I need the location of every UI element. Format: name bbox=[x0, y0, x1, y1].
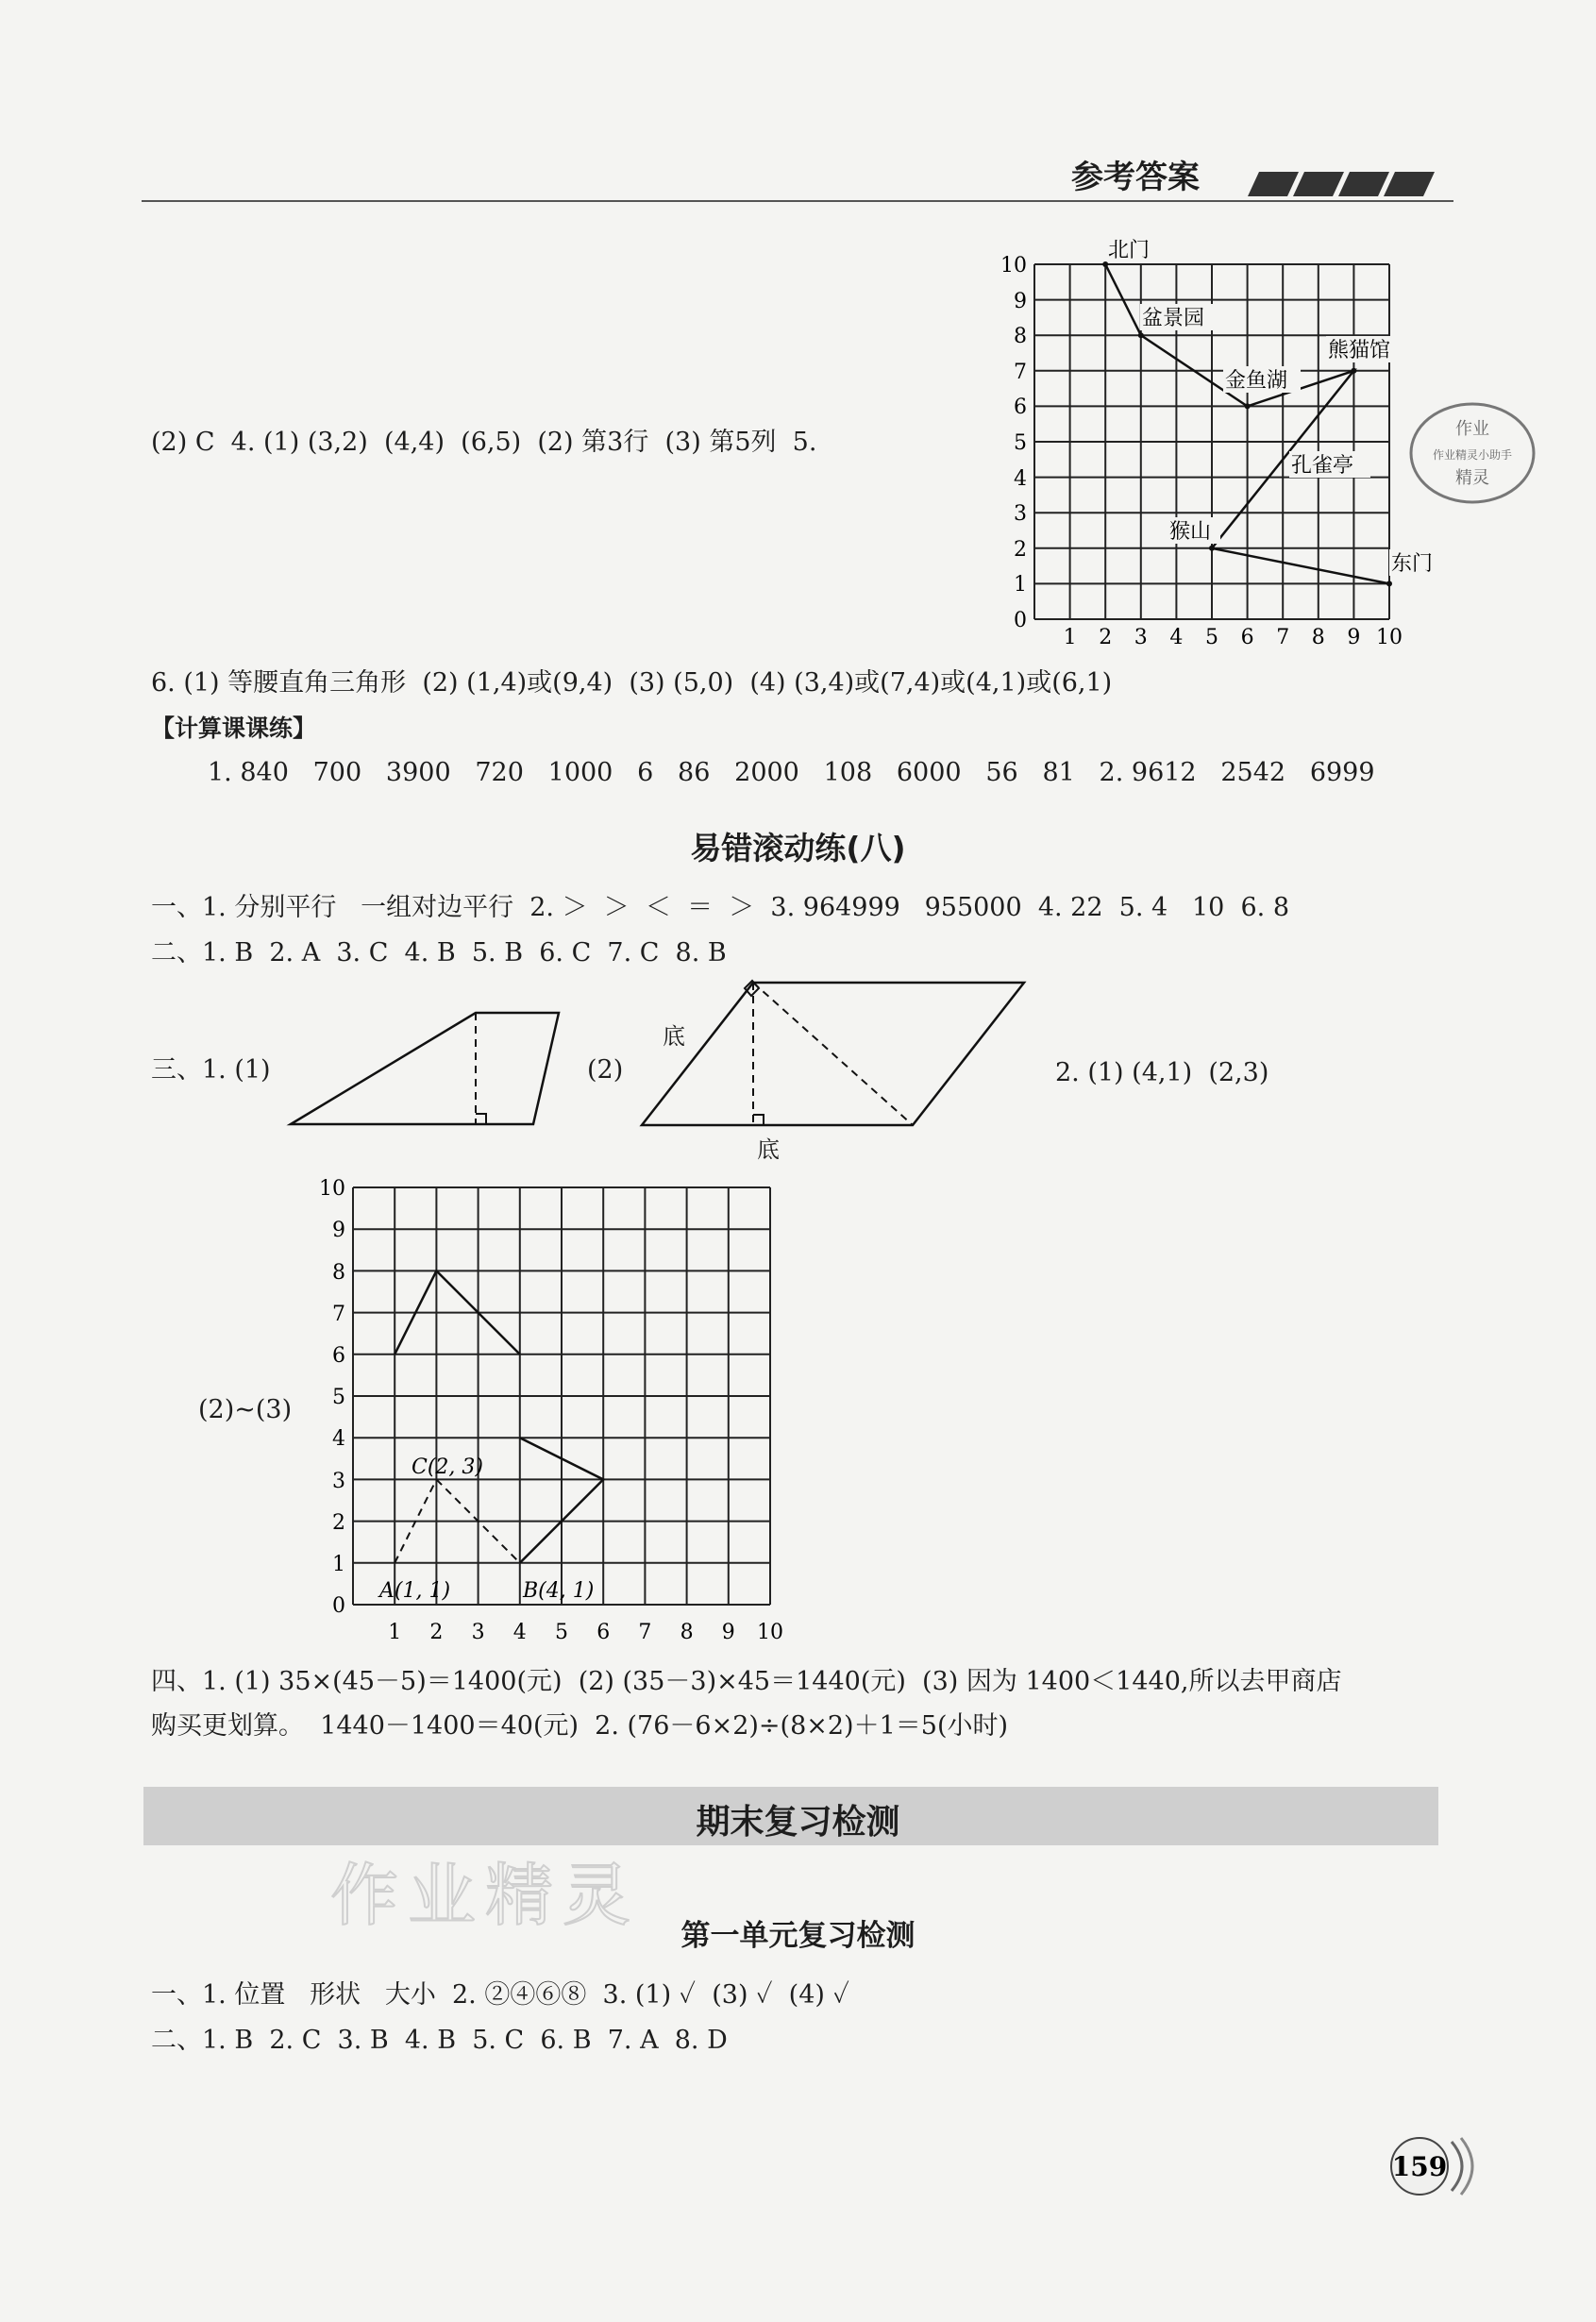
svg-text:10: 10 bbox=[757, 1621, 783, 1644]
stamp-text: 作业 bbox=[1455, 419, 1489, 439]
y-tick: 7 bbox=[1014, 361, 1027, 384]
y-tick: 6 bbox=[1014, 395, 1027, 419]
svg-text:0: 0 bbox=[332, 1594, 345, 1618]
svg-text:2: 2 bbox=[429, 1621, 444, 1644]
place-label: 金鱼湖 bbox=[1225, 369, 1288, 393]
svg-text:9: 9 bbox=[721, 1621, 735, 1644]
header-stripes bbox=[1246, 168, 1444, 200]
place-label: 北门 bbox=[1108, 239, 1151, 262]
header-rule bbox=[142, 200, 1453, 202]
x-tick: 5 bbox=[1205, 626, 1218, 649]
figure-2-label: (2) bbox=[587, 1055, 624, 1085]
y-tick: 10 bbox=[1000, 254, 1027, 278]
svg-text:10: 10 bbox=[319, 1177, 345, 1201]
stamp-text: 作业精灵小助手 bbox=[1432, 448, 1513, 462]
base-label: 底 bbox=[757, 1136, 780, 1163]
y-tick: 3 bbox=[1014, 502, 1027, 526]
svg-text:1: 1 bbox=[388, 1621, 402, 1644]
svg-text:1: 1 bbox=[332, 1553, 345, 1576]
place-label: 熊猫馆 bbox=[1328, 339, 1391, 362]
coordinate-grid bbox=[311, 1175, 802, 1647]
answer-line-4a: 四、1. (1) 35×(45－5)＝1400(元) (2) (35－3)×45＝1440(元) (3) 因为 1400＜1440,所以去甲商店 bbox=[151, 1667, 1342, 1696]
x-tick: 8 bbox=[1311, 626, 1325, 649]
answer-line-1: 一、1. 分别平行 一组对边平行 2. ＞ ＞ ＜ ＝ ＞ 3. 964999 955000 4. 22 5. 4 10 6. 8 bbox=[151, 893, 1289, 922]
answer-line-2: 二、1. B 2. A 3. C 4. B 5. B 6. C 7. C 8. B bbox=[151, 938, 727, 968]
svg-text:9: 9 bbox=[332, 1219, 345, 1242]
point-a-label: A(1, 1) bbox=[379, 1579, 451, 1603]
y-tick: 1 bbox=[1014, 573, 1027, 597]
q2-answer: 2. (1) (4,1) (2,3) bbox=[1055, 1058, 1269, 1087]
y-tick: 5 bbox=[1014, 431, 1027, 455]
y-tick: 4 bbox=[1014, 467, 1027, 491]
answer-line-3-label: 三、1. (1) bbox=[151, 1055, 271, 1085]
unit-subtitle: 第一单元复习检测 bbox=[680, 1919, 916, 1953]
point-c-label: C(2, 3) bbox=[412, 1455, 483, 1479]
page-number-badge bbox=[1386, 2128, 1489, 2204]
svg-text:8: 8 bbox=[332, 1261, 345, 1285]
calc-heading: 【计算课课练】 bbox=[151, 715, 317, 742]
svg-text:3: 3 bbox=[332, 1470, 345, 1493]
x-tick: 2 bbox=[1099, 626, 1113, 649]
svg-text:7: 7 bbox=[332, 1303, 345, 1326]
y-tick: 2 bbox=[1014, 538, 1027, 562]
svg-text:6: 6 bbox=[596, 1621, 611, 1644]
base-label: 底 bbox=[663, 1023, 685, 1050]
svg-text:5: 5 bbox=[555, 1621, 568, 1644]
svg-text:2: 2 bbox=[332, 1511, 345, 1535]
svg-text:6: 6 bbox=[332, 1344, 345, 1368]
trapezoid-figure bbox=[283, 1001, 566, 1133]
svg-text:7: 7 bbox=[638, 1621, 652, 1644]
stamp-seal bbox=[1406, 396, 1538, 510]
answer-line-4b: 购买更划算。 1440－1400＝40(元) 2. (76－6×2)÷(8×2)＋1＝5(小时) bbox=[151, 1711, 1009, 1741]
x-tick: 3 bbox=[1134, 626, 1148, 649]
place-label: 盆景园 bbox=[1142, 307, 1205, 330]
watermark: 作业精灵 bbox=[330, 1856, 641, 1935]
point-b-label: B(4, 1) bbox=[523, 1579, 595, 1603]
x-tick: 6 bbox=[1240, 626, 1254, 649]
unit-answer-line-1: 一、1. 位置 形状 大小 2. ②④⑥⑧ 3. (1) ✓ (3) ✓ (4) ✓ bbox=[151, 1980, 849, 2010]
x-tick: 10 bbox=[1376, 626, 1403, 649]
x-tick: 9 bbox=[1347, 626, 1361, 649]
svg-text:4: 4 bbox=[332, 1427, 345, 1451]
x-tick: 7 bbox=[1276, 626, 1290, 649]
calc-answers: 1. 840 700 3900 720 1000 6 86 2000 108 6000 56 81 2. 9612 2542 6999 bbox=[208, 758, 1375, 787]
y-tick: 8 bbox=[1014, 325, 1027, 348]
x-tick: 4 bbox=[1169, 626, 1184, 649]
map-chart bbox=[982, 236, 1434, 661]
y-tick: 0 bbox=[1014, 609, 1027, 632]
place-label: 东门 bbox=[1391, 552, 1434, 576]
header-title: 参考答案 bbox=[1071, 159, 1200, 196]
section-title: 易错滚动练(八) bbox=[690, 830, 906, 867]
svg-text:3: 3 bbox=[471, 1621, 485, 1644]
svg-text:4: 4 bbox=[512, 1621, 527, 1644]
page-number: 159 bbox=[1391, 2151, 1448, 2182]
parallelogram-figure bbox=[632, 977, 1029, 1166]
place-label: 孔雀亭 bbox=[1291, 454, 1354, 478]
stamp-text: 精灵 bbox=[1455, 468, 1489, 488]
y-tick: 9 bbox=[1014, 290, 1027, 313]
answer-line-q4: (2) C 4. (1) (3,2) (4,4) (6,5) (2) 第3行 (3) 第5列 5. bbox=[151, 428, 817, 457]
banner-title: 期末复习检测 bbox=[696, 1803, 900, 1842]
place-label: 猴山 bbox=[1169, 520, 1212, 544]
answer-line-q6: 6. (1) 等腰直角三角形 (2) (1,4)或(9,4) (3) (5,0) (4) (3,4)或(7,4)或(4,1)或(6,1) bbox=[151, 668, 1113, 698]
unit-answer-line-2: 二、1. B 2. C 3. B 4. B 5. C 6. B 7. A 8. D bbox=[151, 2026, 728, 2055]
svg-text:8: 8 bbox=[680, 1621, 694, 1644]
x-tick: 1 bbox=[1063, 626, 1077, 649]
grid-label: (2)~(3) bbox=[198, 1395, 293, 1424]
svg-text:5: 5 bbox=[332, 1386, 345, 1409]
